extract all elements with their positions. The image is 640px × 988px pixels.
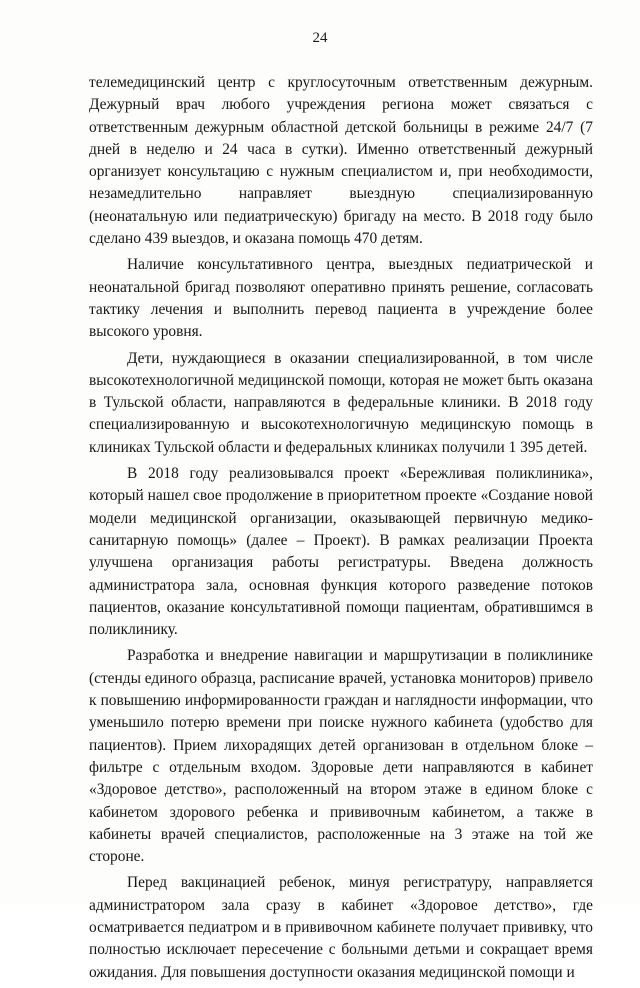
paragraph-vaccination: Перед вакцинацией ребенок, минуя регистратуру, направляется администратором зала сразу в кабинет «Здоровое детство», где осматривается педиатром и в прививочном кабинете получает прививку, что полностью исключает пересечение с больными детьми и сокращает время ожидания. Для повышения доступности оказания медицинской помощи и [89, 874, 593, 981]
paragraph-telemedicine: телемедицинский центр с круглосуточным ответственным дежурным. Дежурный врач любого учреждения региона может связаться с ответственным дежурным областной детской больницы в режиме 24/7 (7 дней в неделю и 24 часа в сутки). Именно ответственный дежурный организует консультацию с нужным специалистом и, при необходимости, незамедлительно направляет выездную специализированную (неонатальную или педиатрическую) бригаду на место. В 2018 году было сделано 439 выездов, и оказана помощь 470 детям. [89, 74, 593, 248]
paragraph-consultative-center: Наличие консультативного центра, выездных педиатрической и неонатальной бригад позволяют оперативно принять решение, согласовать тактику лечения и выполнить перевод пациента в учреждение более высокого уровня. [89, 256, 593, 341]
page-number: 24 [312, 30, 328, 46]
body-text [89, 72, 593, 988]
paragraph-navigation: Разработка и внедрение навигации и маршрутизации в поликлинике (стенды единого образца, расписание врачей, установка мониторов) привело к повышению информированности граждан и наглядности информации, что уменьшило потерю времени при поиске нужного кабинета (удобство для пациентов). Прием лихорадящих детей организован в отдельном блоке – фильтре с отдельным входом. Здоровые дети направляются в кабинет «Здоровое детство», расположенный на втором этаже в едином блоке с кабинетом здорового ребенка и прививочным кабинетом, а также в кабинеты врачей специалистов, расположенные на 3 этаже на той же стороне. [89, 647, 593, 866]
paragraph-federal-clinics: Дети, нуждающиеся в оказании специализированной, в том числе высокотехнологичной медицинской помощи, которая не может быть оказана в Тульской области, направляются в федеральные клиники. В 2018 году специализированную и высокотехнологичную медицинскую помощь в клиниках Тульской области и федеральных клиниках получили 1 395 детей. [89, 349, 593, 456]
paragraph-lean-polyclinic: В 2018 году реализовывался проект «Бережливая поликлиника», который нашел свое продолжение в приоритетном проекте «Создание новой модели медицинской организации, оказывающей первичную медико-санитарную помощь» (далее – Проект). В рамках реализации Проекта улучшена организация работы регистратуры. Введена должность администратора зала, основная функция которого разведение потоков пациентов, оказание консультативной помощи пациентам, обратившимся в поликлинику. [89, 465, 593, 639]
